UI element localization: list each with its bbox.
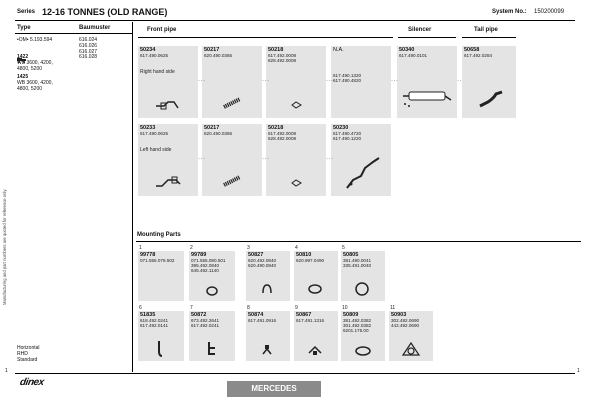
part-codes: 673.492.2641 617.492.0241 [191, 318, 220, 329]
connector-dots: ··· [198, 156, 206, 162]
rubber-mount-icon [306, 343, 324, 357]
right-page-number: 1 [577, 368, 580, 374]
bracket-icon [205, 339, 219, 359]
mount-card-50903[interactable] [389, 311, 433, 361]
part-number: 50230 [333, 125, 349, 131]
part-number: 50340 [399, 47, 415, 53]
flange-gasket-icon [401, 341, 421, 359]
part-codes: 302.492.0690 442.492.0690 [391, 318, 420, 329]
part-number: 50827 [248, 252, 264, 258]
connector-dots: ··· [391, 78, 399, 84]
part-number: 50810 [296, 252, 312, 258]
orientation-info: Horizontal RHD Standard [17, 345, 40, 363]
mount-card-50872[interactable] [189, 311, 235, 361]
mount-index: 6 [139, 305, 142, 311]
left-page-number: 1 [5, 368, 8, 374]
part-card-50218-a[interactable] [266, 46, 326, 118]
ring-clamp-icon [353, 281, 371, 297]
part-number: 50217 [204, 125, 220, 131]
part-card-50218-b[interactable] [266, 124, 326, 196]
part-codes: 620.490.0365 [204, 53, 233, 58]
system-number: 150200099 [534, 9, 565, 15]
part-number: 50234 [140, 47, 156, 53]
part-codes: 617.492.0284 [464, 53, 493, 58]
connector-dots: ··· [198, 78, 206, 84]
mount-card-50874[interactable] [246, 311, 290, 361]
part-codes: 071.555.080.501 395.492.0840 645.492.1140 [191, 258, 226, 274]
mount-card-50805[interactable] [341, 251, 385, 301]
tail-pipe-heading: Tail pipe [474, 27, 498, 33]
footer-rule [15, 373, 575, 374]
tail-pipe-rule [462, 37, 516, 38]
part-number: 50658 [464, 47, 480, 53]
left-header-rule [15, 33, 132, 34]
part-codes: 620.997.0490 [296, 258, 325, 263]
connector-dots: ··· [326, 78, 334, 84]
mount-card-50809[interactable] [341, 311, 385, 361]
model-1422-wb: WB 3600, 4200, 4800, 5200 [17, 60, 53, 72]
mount-card-50827[interactable] [246, 251, 290, 301]
connector-dots: ··· [262, 156, 270, 162]
part-codes: 617.491.1316 [296, 318, 325, 323]
gasket-icon [290, 100, 304, 110]
part-number: 51835 [140, 312, 156, 318]
part-codes: 617.490.0625 [140, 131, 169, 136]
mount-card-50810[interactable] [294, 251, 338, 301]
engine-prefix: •OM• [17, 37, 29, 43]
make-bar [227, 381, 321, 397]
part-number: 50233 [140, 125, 156, 131]
part-codes: 620.490.0365 [204, 131, 233, 136]
part-card-50234[interactable] [138, 46, 198, 118]
front-pipe-heading: Front pipe [147, 27, 177, 33]
part-codes: 617.492.0008 628.492.0008 [268, 53, 297, 64]
connector-dots: ··· [262, 78, 270, 84]
left-divider [132, 22, 133, 372]
mount-card-50867[interactable] [294, 311, 338, 361]
part-number: 99778 [140, 252, 156, 258]
part-card-50217-a[interactable] [202, 46, 262, 118]
mount-index: 8 [247, 305, 250, 311]
mount-index: 3 [247, 245, 250, 251]
part-card-50658[interactable] [462, 46, 516, 118]
baumuster-heading: Baumuster [79, 25, 111, 31]
system-label: System No.: [492, 9, 527, 15]
vertical-note-text: Manufacturing and part numbers are quoted for reference only. [2, 188, 7, 305]
mount-index: 2 [190, 245, 193, 251]
part-number: N.A. [333, 47, 344, 53]
clamp-icon [260, 283, 274, 295]
mount-card-99789[interactable] [189, 251, 235, 301]
header-rule [15, 20, 575, 21]
part-codes: 617.490.0101 [399, 53, 428, 58]
intermediate-pipe-icon [343, 154, 383, 192]
silencer-heading: Silencer [408, 27, 432, 33]
part-codes: 617.490.0625 [140, 53, 169, 58]
mounting-parts-heading: Mounting Parts [137, 232, 181, 238]
series-title: 12-16 TONNES (OLD RANGE) [42, 7, 168, 17]
side-label: Left hand side [140, 147, 172, 153]
part-number: 50867 [296, 312, 312, 318]
make-label: MERCEDES [251, 384, 297, 393]
clamp-icon [306, 283, 324, 295]
series-label: Series [17, 9, 36, 15]
front-pipe-rule [138, 37, 393, 38]
part-number: 50805 [343, 252, 359, 258]
mount-index: 4 [295, 245, 298, 251]
flex-pipe-icon [222, 174, 244, 188]
part-card-50217-b[interactable] [202, 124, 262, 196]
part-codes: 617.491.0916 [248, 318, 277, 323]
gasket-icon [290, 178, 304, 188]
part-codes: 381.492.0382 301.492.0382 6201.175.00 [343, 318, 372, 334]
part-number: 50872 [191, 312, 207, 318]
mount-index: 11 [390, 305, 396, 311]
part-codes: 620.492.0840 620.490.0840 [248, 258, 277, 269]
part-card-50230[interactable] [331, 124, 391, 196]
engine-line [17, 38, 52, 44]
side-label: Right hand side [140, 69, 175, 75]
clamp-icon [205, 285, 219, 297]
silencer-icon [401, 86, 453, 110]
mount-index: 5 [342, 245, 345, 251]
front-pipe-left-icon [154, 174, 184, 190]
connector-dots: ··· [326, 156, 334, 162]
model-1425-wb: WB 3600, 4200, 4800, 5200 [17, 80, 53, 92]
front-pipe-right-icon [154, 96, 184, 112]
dinex-logo: dinex [19, 377, 45, 388]
vertical-note [2, 25, 10, 325]
part-number: 50903 [391, 312, 407, 318]
tail-pipe-icon [476, 90, 506, 110]
flex-pipe-icon [222, 96, 244, 110]
mount-card-99778[interactable] [138, 251, 184, 301]
model-1422: 1422 [17, 54, 29, 60]
part-number: 99789 [191, 252, 207, 258]
silencer-rule [398, 37, 456, 38]
connector-dots: ·· [457, 78, 462, 84]
part-codes: 617.492.0008 628.492.0008 [268, 131, 297, 142]
mount-index: 1 [139, 245, 142, 251]
part-number: 50809 [343, 312, 359, 318]
baumuster-codes: 616.024 616.026 616.027 616.028 [79, 37, 98, 61]
part-codes: 618.492.0241 617.492.0141 [140, 318, 169, 329]
part-card-50233[interactable] [138, 124, 198, 196]
part-number: 50218 [268, 125, 284, 131]
mount-index: 7 [190, 305, 193, 311]
part-card-50340[interactable] [397, 46, 457, 118]
part-number: 50218 [268, 47, 284, 53]
part-codes: 617.490.4720 617.490.1220 [333, 131, 362, 142]
mount-index: 9 [295, 305, 298, 311]
mount-index: 10 [342, 305, 348, 311]
type-heading: Type [17, 25, 31, 31]
mount-card-51835[interactable] [138, 311, 184, 361]
part-codes: 381.490.0041 335.491.0040 [343, 258, 372, 269]
part-card-na[interactable] [331, 46, 391, 118]
mounting-parts-rule [136, 241, 581, 242]
clamp-icon [353, 345, 373, 357]
part-number: 50217 [204, 47, 220, 53]
model-1425: 1425 [17, 74, 29, 80]
engine-value: 5.193.594 [29, 37, 53, 43]
bolt-icon [260, 343, 274, 357]
part-codes: 617.490.1320 617.490.4820 [333, 73, 362, 84]
part-codes: 071.555.078.502 [140, 258, 175, 263]
part-number: 50874 [248, 312, 264, 318]
hanger-icon [154, 339, 164, 359]
